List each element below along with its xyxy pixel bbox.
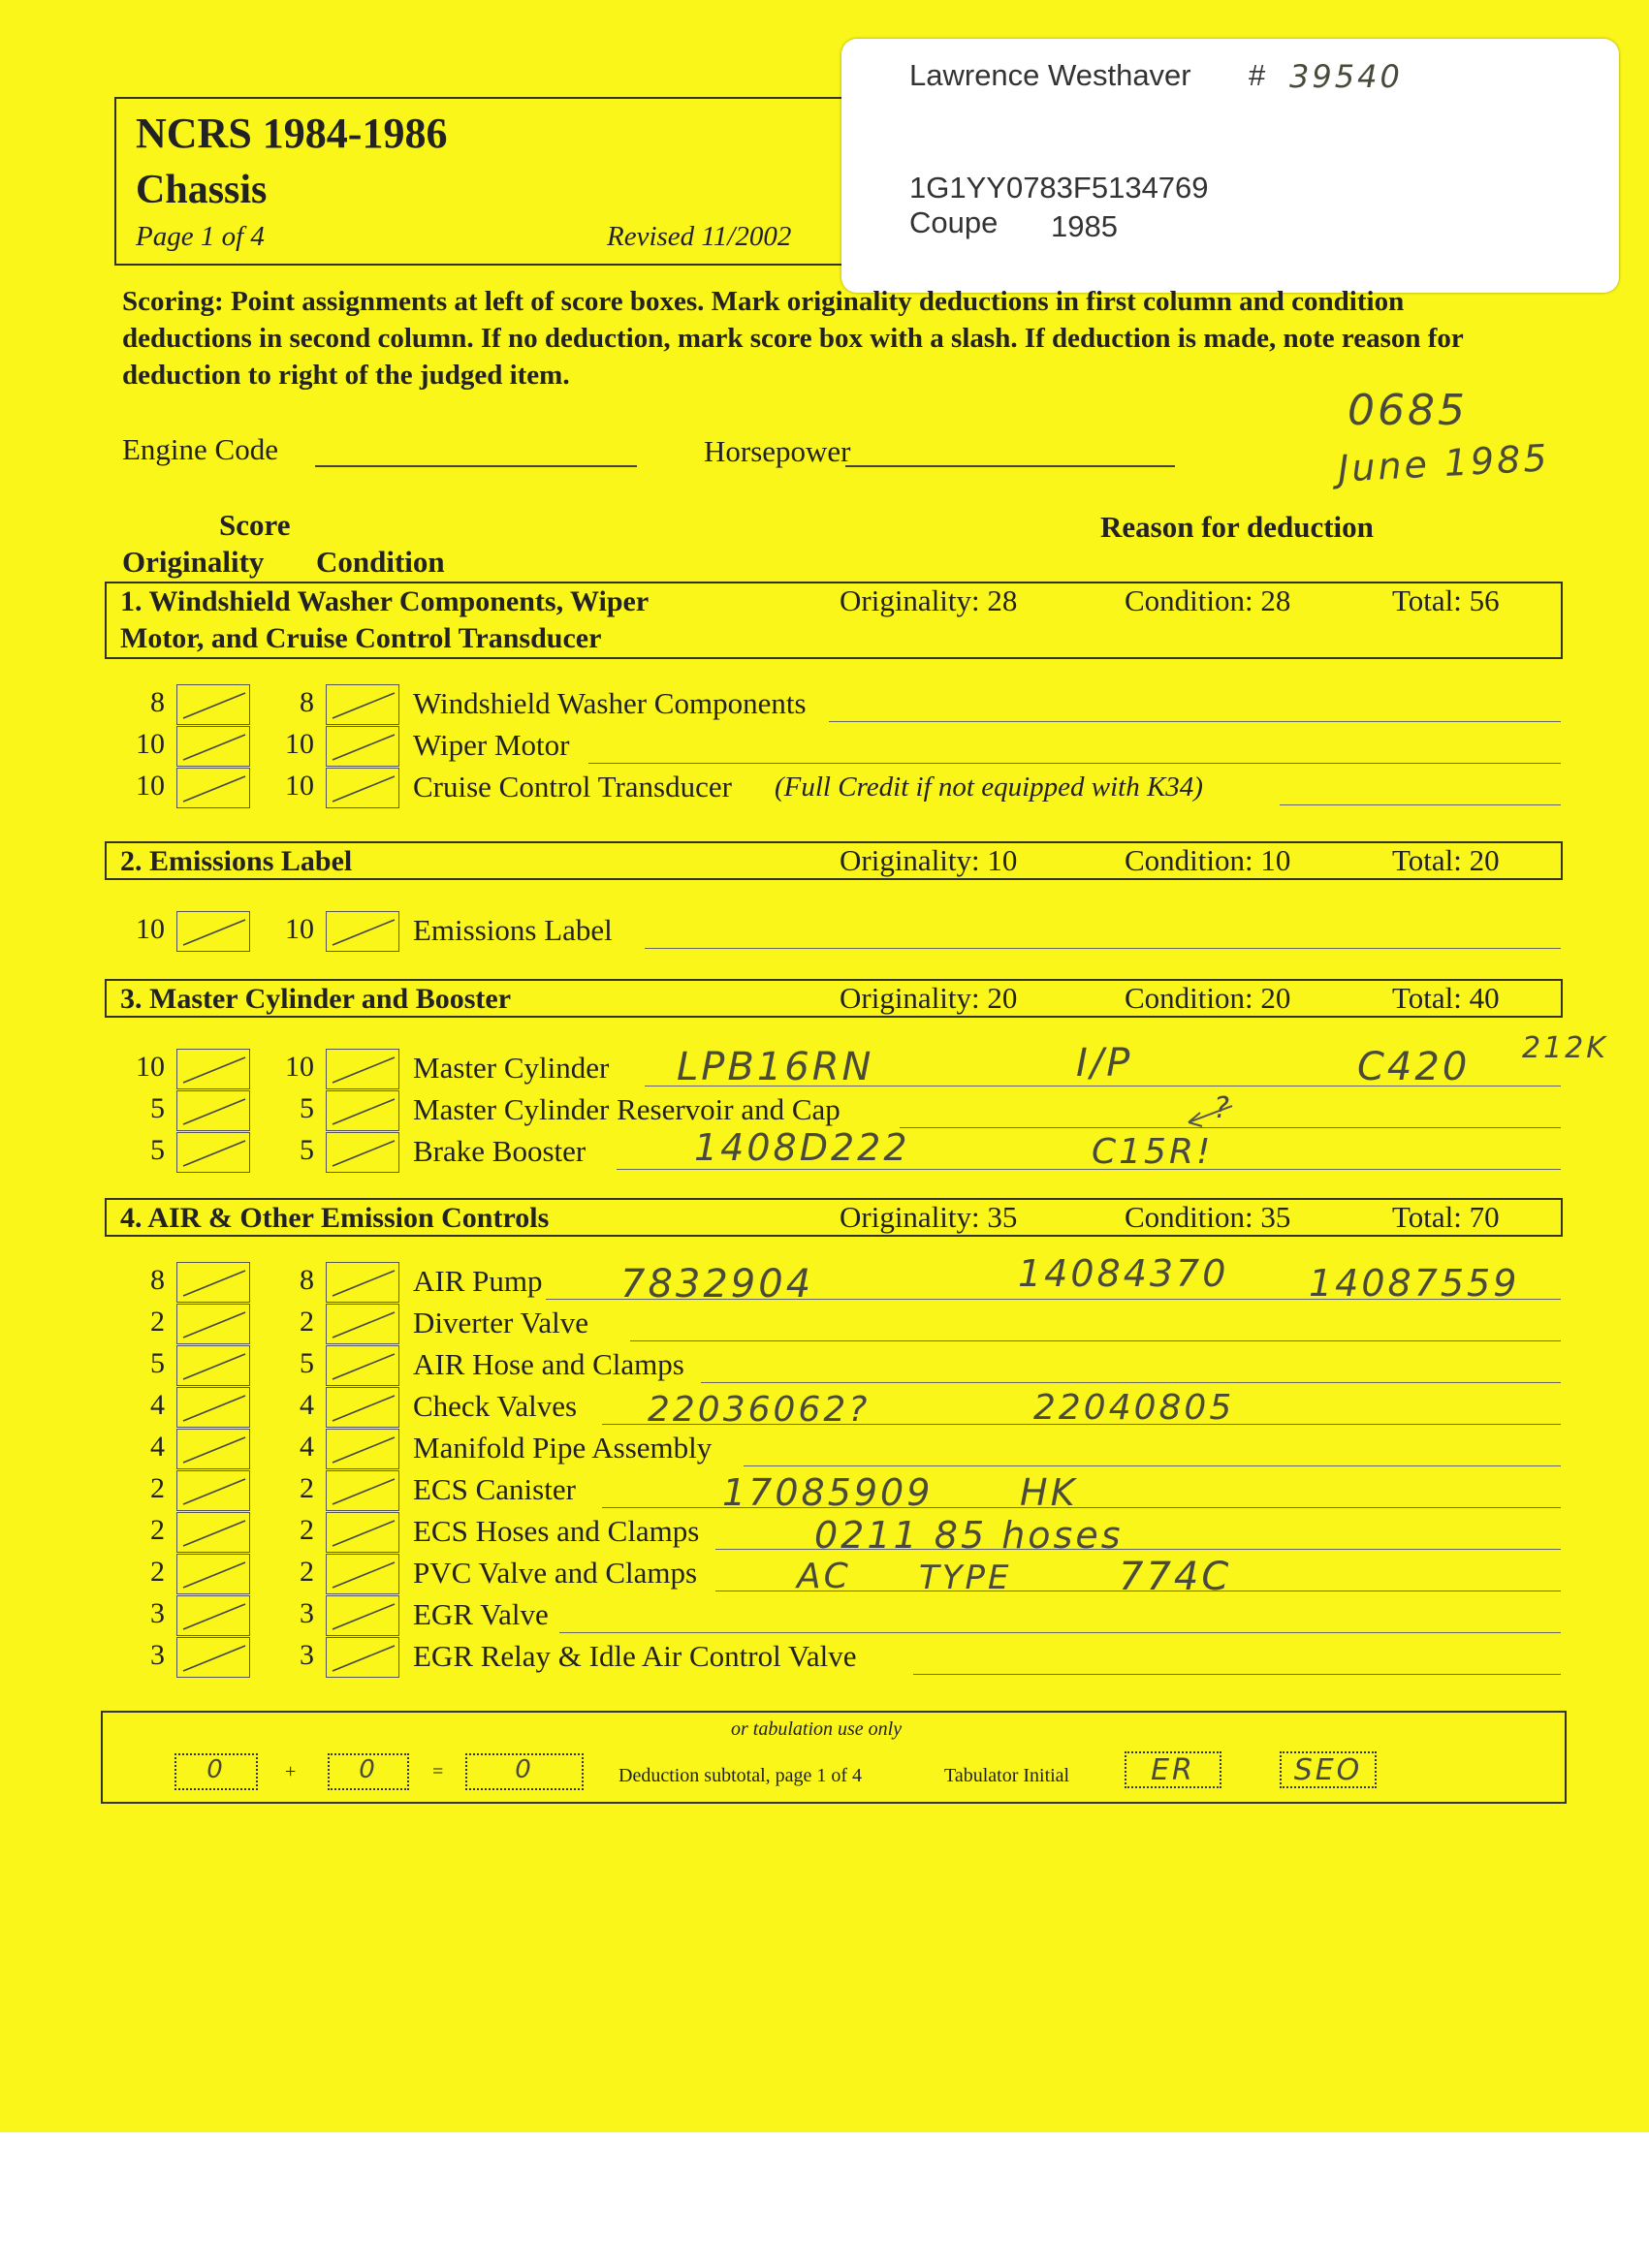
reason-line[interactable]	[617, 1169, 1561, 1170]
condition-score-box[interactable]	[326, 911, 399, 952]
originality-points: 5	[150, 1092, 165, 1124]
condition-score-box[interactable]	[326, 1262, 399, 1303]
handwritten-date: June 1985	[1336, 436, 1551, 490]
slash-mark-icon	[177, 1388, 251, 1429]
hw-pvc-ac: AC	[797, 1557, 851, 1596]
condition-score-box[interactable]	[326, 768, 399, 808]
originality-score-box[interactable]	[176, 911, 250, 952]
section-total: Total: 20	[1392, 843, 1500, 877]
originality-points: 4	[150, 1431, 165, 1463]
tabulator-initial-1[interactable]: ER	[1125, 1751, 1221, 1788]
section-originality-total: Originality: 28	[840, 583, 1018, 617]
condition-points: 10	[285, 728, 314, 760]
originality-points: 5	[150, 1347, 165, 1379]
originality-points: 3	[150, 1639, 165, 1671]
condition-score-box[interactable]	[326, 1512, 399, 1553]
section-originality-total: Originality: 10	[840, 843, 1018, 877]
tabulation-caption: or tabulation use only	[731, 1718, 903, 1740]
reason-line[interactable]	[913, 1674, 1561, 1675]
condition-score-box[interactable]	[326, 1554, 399, 1594]
plus-sign: +	[285, 1761, 297, 1782]
slash-mark-icon	[327, 1091, 400, 1132]
slash-mark-icon	[327, 1346, 400, 1387]
section-total: Total: 56	[1392, 583, 1500, 617]
item-name: ECS Hoses and Clamps	[413, 1514, 700, 1548]
reason-line[interactable]	[829, 721, 1561, 722]
item-name: PVC Valve and Clamps	[413, 1556, 698, 1590]
owner-name: Lawrence Westhaver	[909, 58, 1191, 92]
slash-mark-icon	[177, 1050, 251, 1090]
hw-ecs-code: HK	[1020, 1471, 1078, 1514]
reason-line[interactable]	[744, 1465, 1561, 1466]
condition-points: 2	[300, 1556, 314, 1588]
originality-points: 5	[150, 1134, 165, 1166]
slash-mark-icon	[177, 1133, 251, 1174]
slash-mark-icon	[177, 1263, 251, 1304]
condition-points: 4	[300, 1389, 314, 1421]
hw-ecs-hoses: 0211 85 hoses	[814, 1514, 1124, 1557]
hw-air-pump-3: 14087559	[1309, 1262, 1520, 1305]
item-name: Wiper Motor	[413, 728, 570, 762]
hw-arrow-icon	[1179, 1101, 1237, 1130]
item-name: EGR Relay & Idle Air Control Valve	[413, 1639, 857, 1673]
condition-score-box[interactable]	[326, 1429, 399, 1469]
handwritten-code: 0685	[1348, 386, 1468, 435]
model-year: 1985	[1051, 209, 1118, 243]
originality-score-box[interactable]	[176, 768, 250, 808]
condition-score-box[interactable]	[326, 1470, 399, 1511]
originality-score-box[interactable]	[176, 1090, 250, 1131]
slash-mark-icon	[177, 1513, 251, 1554]
owner-label	[841, 39, 1619, 293]
item-note: (Full Credit if not equipped with K34)	[775, 772, 1203, 803]
scoring-instructions: Scoring: Point assignments at left of score boxes. Mark originality deductions in first column and condition deductions in second column. If no deduction, mark score box with a slash. If deduction is made, note reason for deduction to right of the judged item.	[122, 286, 1464, 391]
slash-mark-icon	[177, 1638, 251, 1679]
slash-mark-icon	[327, 727, 400, 768]
originality-points: 10	[136, 1051, 165, 1083]
item-name: EGR Valve	[413, 1597, 549, 1631]
condition-points: 5	[300, 1092, 314, 1124]
hw-air-pump-2: 14084370	[1018, 1252, 1229, 1295]
section-title: 2. Emissions Label	[120, 845, 353, 877]
hw-booster-code: C15R!	[1092, 1132, 1214, 1172]
hw-check-valve-2: 22040805	[1033, 1388, 1235, 1428]
condition-score-box[interactable]	[326, 1387, 399, 1428]
vin: 1G1YY0783F5134769	[909, 171, 1209, 205]
slash-mark-icon	[177, 912, 251, 953]
engine-code-label: Engine Code	[122, 432, 278, 466]
hw-mileage: 212K	[1522, 1031, 1608, 1065]
hw-ecs-part: 17085909	[722, 1471, 934, 1514]
slash-mark-icon	[327, 1471, 400, 1512]
item-name: Master Cylinder	[413, 1051, 610, 1085]
originality-score-box[interactable]	[176, 1429, 250, 1469]
condition-points: 4	[300, 1431, 314, 1463]
originality-score-box[interactable]	[176, 1345, 250, 1386]
section-originality-total: Originality: 35	[840, 1200, 1018, 1234]
item-name: Brake Booster	[413, 1134, 587, 1168]
member-number: 39540	[1289, 58, 1403, 95]
originality-points: 8	[150, 1264, 165, 1296]
slash-mark-icon	[177, 1471, 251, 1512]
section-condition-total: Condition: 28	[1125, 583, 1291, 617]
hw-booster-part: 1408D222	[694, 1126, 910, 1169]
section-total: Total: 70	[1392, 1200, 1500, 1234]
originality-points: 2	[150, 1556, 165, 1588]
originality-score-box[interactable]	[176, 1387, 250, 1428]
condition-score-box[interactable]	[326, 1637, 399, 1678]
section-title-line2: Motor, and Cruise Control Transducer	[120, 622, 602, 654]
condition-score-box[interactable]	[326, 726, 399, 767]
condition-points: 10	[285, 913, 314, 945]
condition-points: 10	[285, 770, 314, 802]
slash-mark-icon	[327, 1555, 400, 1595]
condition-score-box[interactable]	[326, 1090, 399, 1131]
condition-score-box[interactable]	[326, 1049, 399, 1089]
slash-mark-icon	[327, 1596, 400, 1637]
equals-sign: =	[432, 1761, 444, 1782]
slash-mark-icon	[327, 1430, 400, 1470]
slash-mark-icon	[177, 1346, 251, 1387]
originality-points: 3	[150, 1597, 165, 1629]
hw-air-pump-1: 7832904	[620, 1262, 814, 1307]
page-indicator: Page 1 of 4	[136, 221, 265, 252]
slash-mark-icon	[177, 727, 251, 768]
slash-mark-icon	[177, 769, 251, 809]
condition-points: 8	[300, 1264, 314, 1296]
item-name: Cruise Control Transducer	[413, 770, 732, 803]
form-subtitle: Chassis	[136, 168, 268, 212]
originality-score-box[interactable]	[176, 684, 250, 725]
section-condition-total: Condition: 20	[1125, 981, 1291, 1015]
hw-check-valve-1: 22036062?	[648, 1390, 871, 1430]
originality-heading: Originality	[122, 545, 265, 579]
item-name: Manifold Pipe Assembly	[413, 1431, 713, 1465]
condition-points: 2	[300, 1306, 314, 1338]
horsepower-line[interactable]	[845, 465, 1175, 467]
section-condition-total: Condition: 35	[1125, 1200, 1291, 1234]
hw-master-cylinder-ip: I/P	[1076, 1041, 1133, 1086]
originality-score-box[interactable]	[176, 1554, 250, 1594]
hw-pvc-number: 774C	[1119, 1555, 1232, 1599]
originality-points: 10	[136, 770, 165, 802]
reason-line[interactable]	[588, 763, 1561, 764]
condition-heading: Condition	[316, 545, 445, 579]
item-name: ECS Canister	[413, 1472, 576, 1506]
condition-score-box[interactable]	[326, 1304, 399, 1344]
originality-score-box[interactable]	[176, 1304, 250, 1344]
condition-points: 10	[285, 1051, 314, 1083]
slash-mark-icon	[177, 1430, 251, 1470]
originality-subtotal-box[interactable]: 0	[174, 1753, 258, 1790]
originality-score-box[interactable]	[176, 1049, 250, 1089]
reason-line[interactable]	[701, 1382, 1561, 1383]
slash-mark-icon	[327, 1133, 400, 1174]
reason-heading: Reason for deduction	[1100, 510, 1374, 544]
reason-line[interactable]	[630, 1340, 1561, 1341]
condition-points: 8	[300, 686, 314, 718]
slash-mark-icon	[327, 1638, 400, 1679]
slash-mark-icon	[177, 1555, 251, 1595]
section-total: Total: 40	[1392, 981, 1500, 1015]
originality-score-box[interactable]	[176, 1262, 250, 1303]
item-name: Windshield Washer Components	[413, 686, 807, 720]
originality-score-box[interactable]	[176, 1132, 250, 1173]
tabulator-initial-2[interactable]: SEO	[1280, 1751, 1377, 1788]
condition-points: 2	[300, 1472, 314, 1504]
tabulation-box	[101, 1711, 1567, 1804]
condition-score-box[interactable]	[326, 1345, 399, 1386]
originality-points: 8	[150, 686, 165, 718]
slash-mark-icon	[327, 1305, 400, 1345]
hash-sign: #	[1249, 58, 1266, 92]
condition-points: 3	[300, 1639, 314, 1671]
reason-line[interactable]	[559, 1632, 1561, 1633]
reason-line[interactable]	[645, 948, 1561, 949]
section-title: 4. AIR & Other Emission Controls	[120, 1202, 550, 1234]
hw-pvc-type: TYPE	[919, 1559, 1012, 1597]
hw-reservoir-question: ?	[1214, 1091, 1232, 1125]
tabulator-label: Tabulator Initial	[944, 1765, 1070, 1786]
form-title: NCRS 1984-1986	[136, 110, 448, 157]
section-title: 3. Master Cylinder and Booster	[120, 983, 512, 1015]
slash-mark-icon	[327, 769, 400, 809]
engine-code-line[interactable]	[315, 465, 637, 467]
item-name: Check Valves	[413, 1389, 578, 1423]
condition-points: 3	[300, 1597, 314, 1629]
item-name: AIR Pump	[413, 1264, 543, 1298]
section-title: 1. Windshield Washer Components, Wiper	[120, 585, 650, 617]
condition-score-box[interactable]	[326, 684, 399, 725]
item-name: AIR Hose and Clamps	[413, 1347, 684, 1381]
slash-mark-icon	[177, 1305, 251, 1345]
slash-mark-icon	[327, 1050, 400, 1090]
condition-points: 2	[300, 1514, 314, 1546]
condition-points: 5	[300, 1347, 314, 1379]
score-heading: Score	[219, 508, 291, 542]
item-name: Diverter Valve	[413, 1306, 589, 1339]
revision-date: Revised 11/2002	[607, 221, 792, 252]
originality-points: 4	[150, 1389, 165, 1421]
slash-mark-icon	[327, 685, 400, 726]
section-condition-total: Condition: 10	[1125, 843, 1291, 877]
originality-score-box[interactable]	[176, 1470, 250, 1511]
slash-mark-icon	[177, 1091, 251, 1132]
slash-mark-icon	[177, 1596, 251, 1637]
originality-score-box[interactable]	[176, 1595, 250, 1636]
originality-points: 2	[150, 1514, 165, 1546]
originality-score-box[interactable]	[176, 1512, 250, 1553]
condition-score-box[interactable]	[326, 1132, 399, 1173]
originality-points: 10	[136, 913, 165, 945]
deduction-total-box[interactable]: 0	[465, 1753, 584, 1790]
originality-points: 10	[136, 728, 165, 760]
section-originality-total: Originality: 20	[840, 981, 1018, 1015]
hw-master-cylinder-code: C420	[1357, 1045, 1471, 1089]
slash-mark-icon	[327, 1388, 400, 1429]
slash-mark-icon	[327, 912, 400, 953]
slash-mark-icon	[327, 1513, 400, 1554]
condition-points: 5	[300, 1134, 314, 1166]
condition-score-box[interactable]	[326, 1595, 399, 1636]
originality-score-box[interactable]	[176, 1637, 250, 1678]
horsepower-label: Horsepower	[704, 434, 851, 468]
condition-subtotal-box[interactable]: 0	[328, 1753, 409, 1790]
originality-points: 2	[150, 1306, 165, 1338]
slash-mark-icon	[177, 685, 251, 726]
originality-points: 2	[150, 1472, 165, 1504]
originality-score-box[interactable]	[176, 726, 250, 767]
hw-master-cylinder-part: LPB16RN	[677, 1045, 874, 1089]
reason-line[interactable]	[1280, 804, 1561, 805]
item-name: Emissions Label	[413, 913, 613, 947]
slash-mark-icon	[327, 1263, 400, 1304]
deduction-subtotal-label: Deduction subtotal, page 1 of 4	[618, 1765, 863, 1786]
body-style: Coupe	[909, 205, 999, 239]
item-name: Master Cylinder Reservoir and Cap	[413, 1092, 840, 1126]
